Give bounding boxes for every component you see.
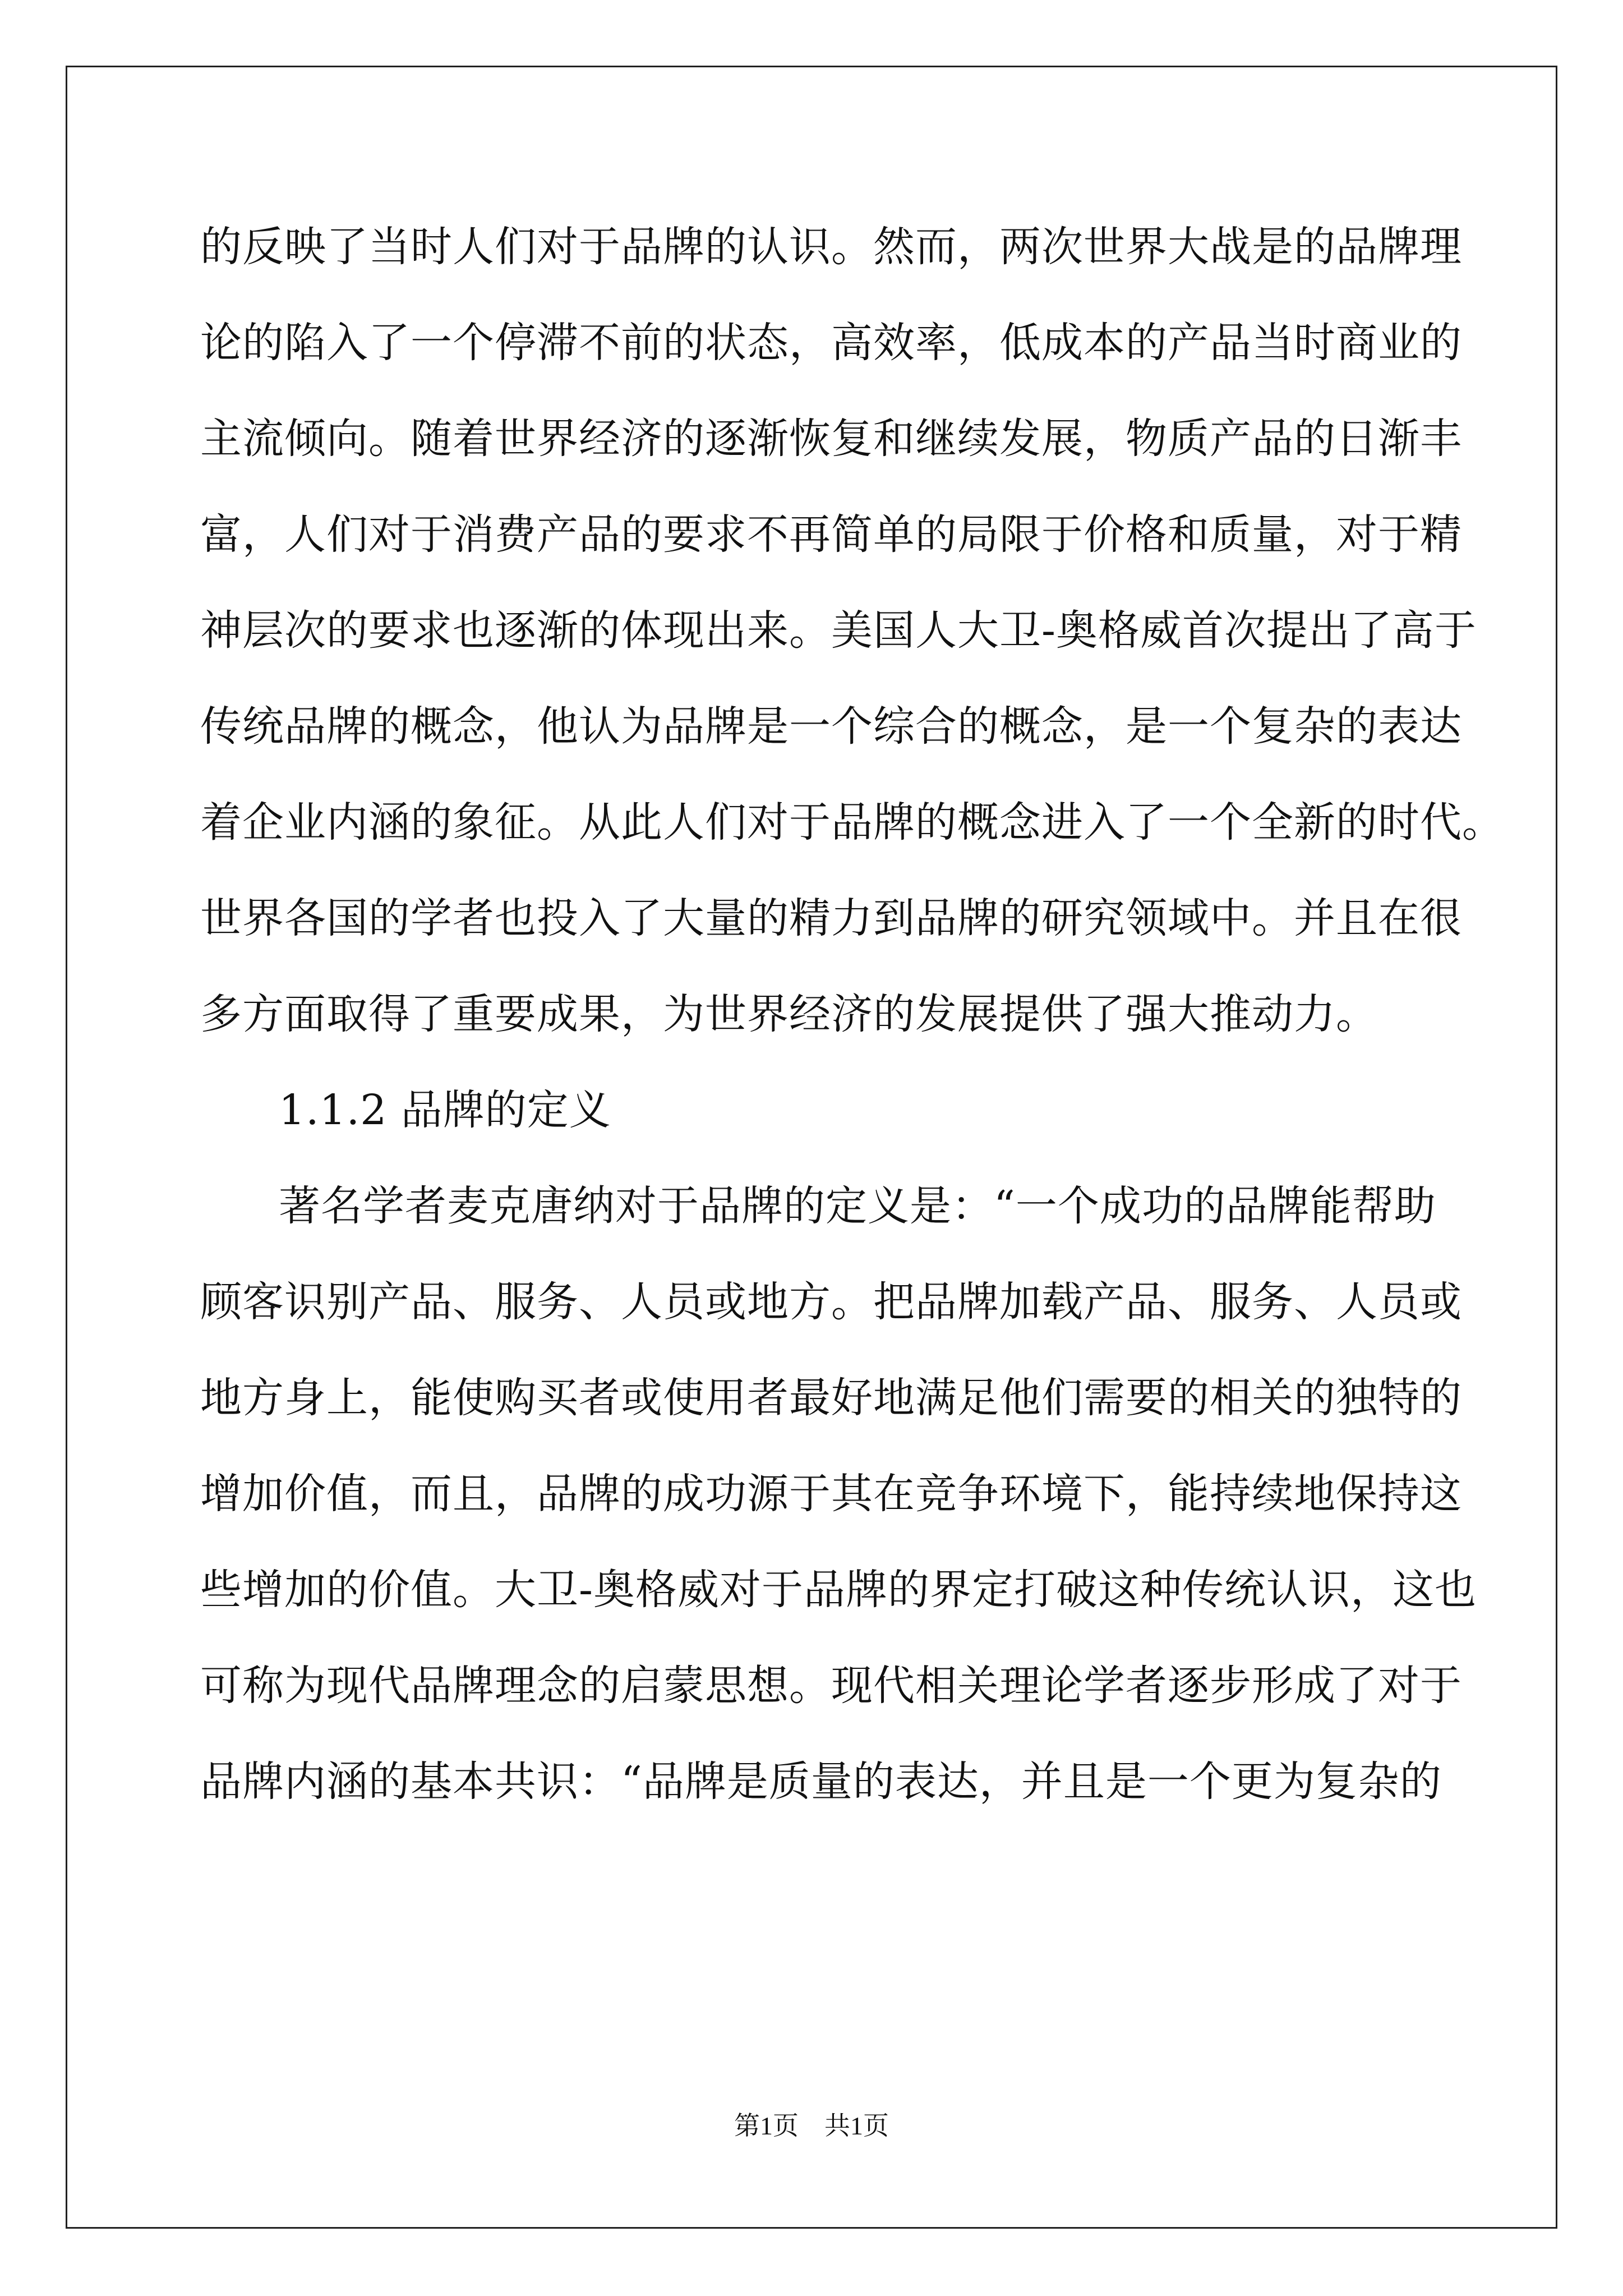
paragraph-line: 世界各国的学者也投入了大量的精力到品牌的研究领域中。并且在很 xyxy=(200,894,1462,942)
paragraph-line: 可称为现代品牌理念的启蒙思想。现代相关理论学者逐步形成了对于 xyxy=(200,1662,1462,1710)
paragraph-line: 地方身上，能使购买者或使用者最好地满足他们需要的相关的独特的 xyxy=(200,1374,1462,1422)
paragraph-line: 论的陷入了一个停滞不前的状态，高效率，低成本的产品当时商业的 xyxy=(200,319,1462,367)
paragraph-line: 着企业内涵的象征。从此人们对于品牌的概念进入了一个全新的时代。 xyxy=(200,798,1504,846)
paragraph-line: 神层次的要求也逐渐的体现出来。美国人大卫-奥格威首次提出了高于 xyxy=(200,606,1477,655)
page-border xyxy=(66,66,1557,2229)
paragraph-line: 多方面取得了重要成果，为世界经济的发展提供了强大推动力。 xyxy=(200,990,1378,1038)
section-heading: 1.1.2 品牌的定义 xyxy=(279,1086,611,1134)
page-footer: 第1页 共1页 xyxy=(734,2111,889,2140)
paragraph-line: 顾客识别产品、服务、人员或地方。把品牌加载产品、服务、人员或 xyxy=(200,1278,1462,1326)
paragraph-line: 富，人们对于消费产品的要求不再简单的局限于价格和质量，对于精 xyxy=(200,510,1462,559)
paragraph-line: 品牌内涵的基本共识：“品牌是质量的表达，并且是一个更为复杂的 xyxy=(200,1757,1442,1806)
paragraph-line: 些增加的价值。大卫-奥格威对于品牌的界定打破这种传统认识，这也 xyxy=(200,1566,1477,1614)
paragraph-line: 主流倾向。随着世界经济的逐渐恢复和继续发展，物质产品的日渐丰 xyxy=(200,415,1462,463)
paragraph-line: 传统品牌的概念，他认为品牌是一个综合的概念，是一个复杂的表达 xyxy=(200,702,1462,751)
paragraph-line: 增加价值，而且，品牌的成功源于其在竞争环境下，能持续地保持这 xyxy=(200,1470,1462,1518)
paragraph-line: 著名学者麦克唐纳对于品牌的定义是：“一个成功的品牌能帮助 xyxy=(279,1182,1436,1230)
paragraph-line: 的反映了当时人们对于品牌的认识。然而，两次世界大战是的品牌理 xyxy=(200,223,1462,271)
